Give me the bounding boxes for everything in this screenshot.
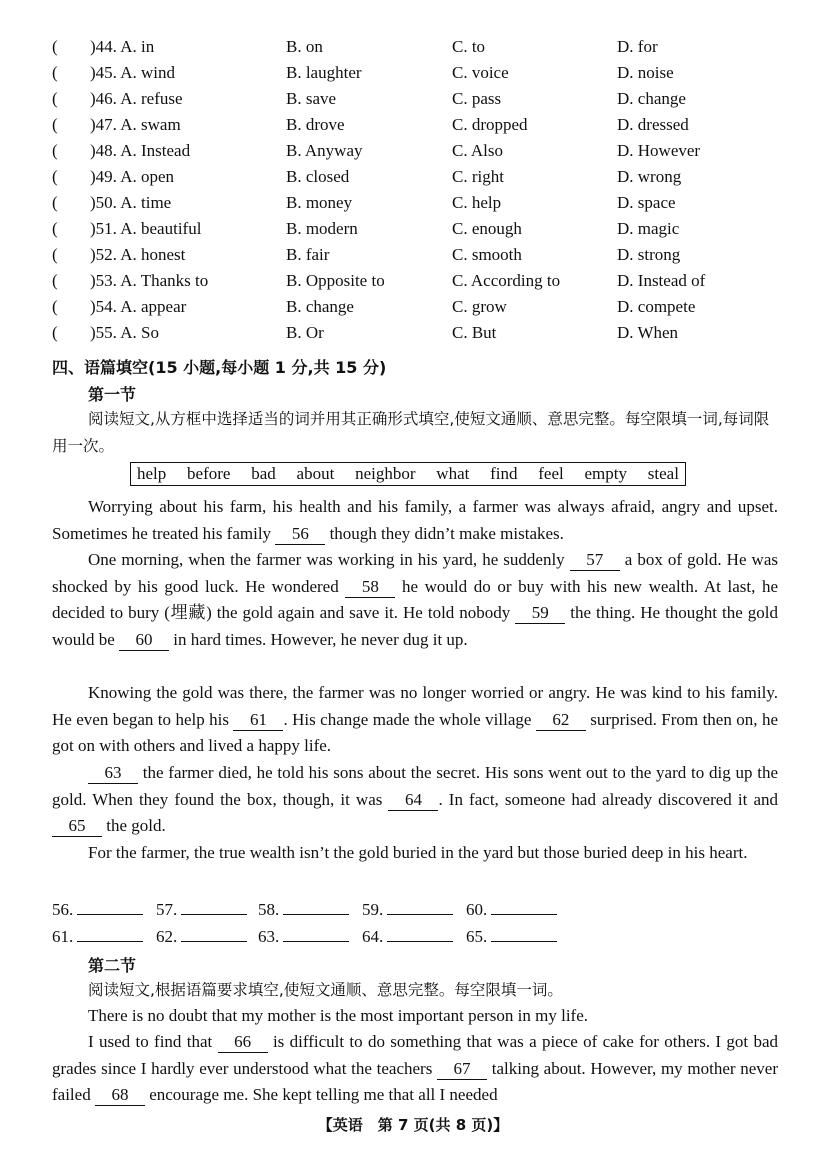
blank-64[interactable]: 64: [388, 790, 438, 811]
part2-paragraph-2: [52, 1029, 778, 1109]
option-b: B. drove: [286, 115, 345, 134]
answer-bracket: (: [52, 297, 58, 316]
answer-number: 59.: [362, 900, 384, 919]
option-d: D. space: [617, 193, 676, 212]
passage-text: in hard times. However, he never dug it up.: [169, 629, 468, 649]
option-c: C. to: [452, 37, 486, 56]
option-b: B. modern: [286, 219, 358, 238]
blank-62[interactable]: 62: [536, 710, 586, 731]
passage-text: Worrying about his farm, his health and his family, a farmer was always afraid, angry and upset. Sometimes he treated his family: [52, 497, 778, 543]
answer-bracket: (: [52, 115, 58, 134]
answer-bracket: (: [52, 271, 58, 290]
word-option: steal: [647, 464, 679, 483]
option-d: D. Instead of: [617, 271, 706, 290]
option-d: D. noise: [617, 63, 674, 82]
section-title: 四、语篇填空(15 小题,每小题 1 分,共 15 分): [52, 358, 387, 377]
passage-text: talking about. However, my mother never failed: [52, 1058, 778, 1104]
option-c: C. Also: [452, 141, 504, 160]
word-option: before: [187, 464, 231, 483]
option-d: D. When: [617, 323, 679, 342]
option-c: C. help: [452, 193, 502, 212]
passage-paragraph-1: [52, 494, 778, 547]
passage-text: I used to find that: [88, 1032, 218, 1051]
word-option: feel: [538, 464, 564, 483]
blank-58[interactable]: 58: [345, 577, 395, 598]
part1-heading: 第一节: [88, 385, 137, 404]
answer-bracket: (: [52, 63, 58, 82]
option-a: )53. A. Thanks to: [90, 271, 209, 290]
option-a: )51. A. beautiful: [90, 219, 202, 238]
part2-paragraph-1: There is no doubt that my mother is the most important person in my life.: [88, 1006, 589, 1025]
option-d: D. However: [617, 141, 701, 160]
part2-heading: 第二节: [88, 956, 137, 975]
passage-paragraph-2: [52, 547, 778, 653]
option-b: B. money: [286, 193, 353, 212]
blank-56[interactable]: 56: [275, 524, 325, 545]
blank-59[interactable]: 59: [515, 603, 565, 624]
passage-text: surprised. From then on, he got on with others and lived a happy life.: [52, 709, 778, 755]
option-b: B. fair: [286, 245, 330, 264]
answer-slot[interactable]: [466, 925, 557, 947]
passage-text: is difficult to do something that was a piece of cake for others. I got bad grades since I hardly ever understood what the teachers: [52, 1032, 779, 1078]
page-footer: 【英语 第 7 页(共 8 页)】: [317, 1116, 509, 1134]
word-option: help: [137, 464, 167, 483]
option-c: C. voice: [452, 63, 509, 82]
answer-slot[interactable]: [362, 898, 453, 920]
option-b: B. Anyway: [286, 141, 363, 160]
option-c: C. pass: [452, 89, 502, 108]
answer-number: 57.: [156, 900, 178, 919]
option-a: )46. A. refuse: [90, 89, 183, 108]
option-c: C. dropped: [452, 115, 528, 134]
option-d: D. dressed: [617, 115, 689, 134]
word-option: empty: [584, 464, 628, 483]
answer-slot[interactable]: [156, 898, 247, 920]
option-d: D. magic: [617, 219, 680, 238]
option-b: B. Or: [286, 323, 324, 342]
answer-number: 56.: [52, 900, 74, 919]
word-option: bad: [251, 464, 276, 483]
passage-paragraph-3: [52, 680, 778, 760]
blank-65[interactable]: 65: [52, 816, 102, 837]
passage-text: he would do or buy with his new wealth. At last, he decided to bury (埋藏) the gold again and save it. He told nobody: [52, 576, 778, 622]
option-c: C. enough: [452, 219, 522, 238]
answer-slot[interactable]: [466, 898, 557, 920]
option-b: B. laughter: [286, 63, 362, 82]
answer-number: 60.: [466, 900, 488, 919]
part2-instruction: 阅读短文,根据语篇要求填空,使短文通顺、意思完整。每空限填一词。: [88, 981, 563, 999]
answer-number: 61.: [52, 927, 74, 946]
answer-number: 62.: [156, 927, 178, 946]
option-a: )55. A. So: [90, 323, 159, 342]
blank-60[interactable]: 60: [119, 630, 169, 651]
blank-67[interactable]: 67: [437, 1059, 487, 1080]
passage-text: the gold.: [102, 816, 166, 835]
option-d: D. strong: [617, 245, 681, 264]
option-d: D. for: [617, 37, 658, 56]
blank-61[interactable]: 61: [233, 710, 283, 731]
option-c: C. According to: [452, 271, 561, 290]
option-b: B. on: [286, 37, 323, 56]
option-a: )54. A. appear: [90, 297, 187, 316]
answer-slot[interactable]: [362, 925, 453, 947]
passage-paragraph-4: [52, 760, 778, 840]
option-b: B. closed: [286, 167, 350, 186]
passage-text: Knowing the gold was there, the farmer was no longer worried or angry. He was kind to his family. He even began to help his: [52, 683, 778, 729]
answer-slot[interactable]: [156, 925, 247, 947]
answer-bracket: (: [52, 323, 58, 342]
answer-number: 65.: [466, 927, 488, 946]
answer-slot[interactable]: [258, 925, 349, 947]
answer-bracket: (: [52, 89, 58, 108]
option-a: )50. A. time: [90, 193, 172, 212]
passage-text: the farmer died, he told his sons about the secret. His sons went out to the yard to dig up the gold. When they found the box, though, it was: [52, 763, 778, 809]
word-option: about: [296, 464, 335, 483]
blank-57[interactable]: 57: [570, 550, 620, 571]
option-c: C. But: [452, 323, 497, 342]
option-a: )44. A. in: [90, 37, 155, 56]
blank-66[interactable]: 66: [218, 1032, 268, 1053]
answer-bracket: (: [52, 167, 58, 186]
answer-number: 58.: [258, 900, 280, 919]
option-d: D. compete: [617, 297, 696, 316]
option-b: B. change: [286, 297, 354, 316]
option-a: )48. A. Instead: [90, 141, 191, 160]
answer-bracket: (: [52, 193, 58, 212]
blank-63[interactable]: 63: [88, 763, 138, 784]
option-d: D. wrong: [617, 167, 682, 186]
passage-text: . His change made the whole village: [283, 709, 536, 729]
option-c: C. right: [452, 167, 504, 186]
option-a: )47. A. swam: [90, 115, 181, 134]
option-a: )49. A. open: [90, 167, 175, 186]
answer-bracket: (: [52, 219, 58, 238]
word-option: what: [436, 464, 470, 483]
option-a: )52. A. honest: [90, 245, 186, 264]
passage-text: a box of gold. He was shocked by his good luck. He wondered: [52, 550, 778, 596]
option-c: C. grow: [452, 297, 507, 316]
answer-bracket: (: [52, 141, 58, 160]
passage-text: though they didn’t make mistakes.: [325, 523, 564, 543]
answer-number: 63.: [258, 927, 280, 946]
blank-68[interactable]: 68: [95, 1085, 145, 1106]
option-b: B. save: [286, 89, 337, 108]
answer-slot[interactable]: [52, 898, 143, 920]
passage-text: the thing. He thought the gold would be: [52, 603, 779, 649]
answer-slot[interactable]: [52, 925, 143, 947]
option-c: C. smooth: [452, 245, 522, 264]
answer-number: 64.: [362, 927, 384, 946]
word-box: [130, 462, 686, 486]
word-option: find: [490, 464, 518, 483]
option-b: B. Opposite to: [286, 271, 385, 290]
passage-text: One morning, when the farmer was working in his yard, he suddenly: [88, 550, 570, 569]
passage-paragraph-5: For the farmer, the true wealth isn’t the gold buried in the yard but those buried deep in his heart.: [88, 843, 748, 862]
option-d: D. change: [617, 89, 686, 108]
passage-text: . In fact, someone had already discovered it and: [438, 789, 778, 809]
answer-slot[interactable]: [258, 898, 349, 920]
passage-text: encourage me. She kept telling me that all I needed: [144, 1085, 498, 1104]
part1-instruction: 阅读短文,从方框中选择适当的词并用其正确形式填空,使短文通顺、意思完整。每空限填一词,每词限用一次。: [52, 410, 770, 455]
answer-bracket: (: [52, 37, 58, 56]
option-a: )45. A. wind: [90, 63, 175, 82]
answer-bracket: (: [52, 245, 58, 264]
word-option: neighbor: [355, 464, 416, 483]
